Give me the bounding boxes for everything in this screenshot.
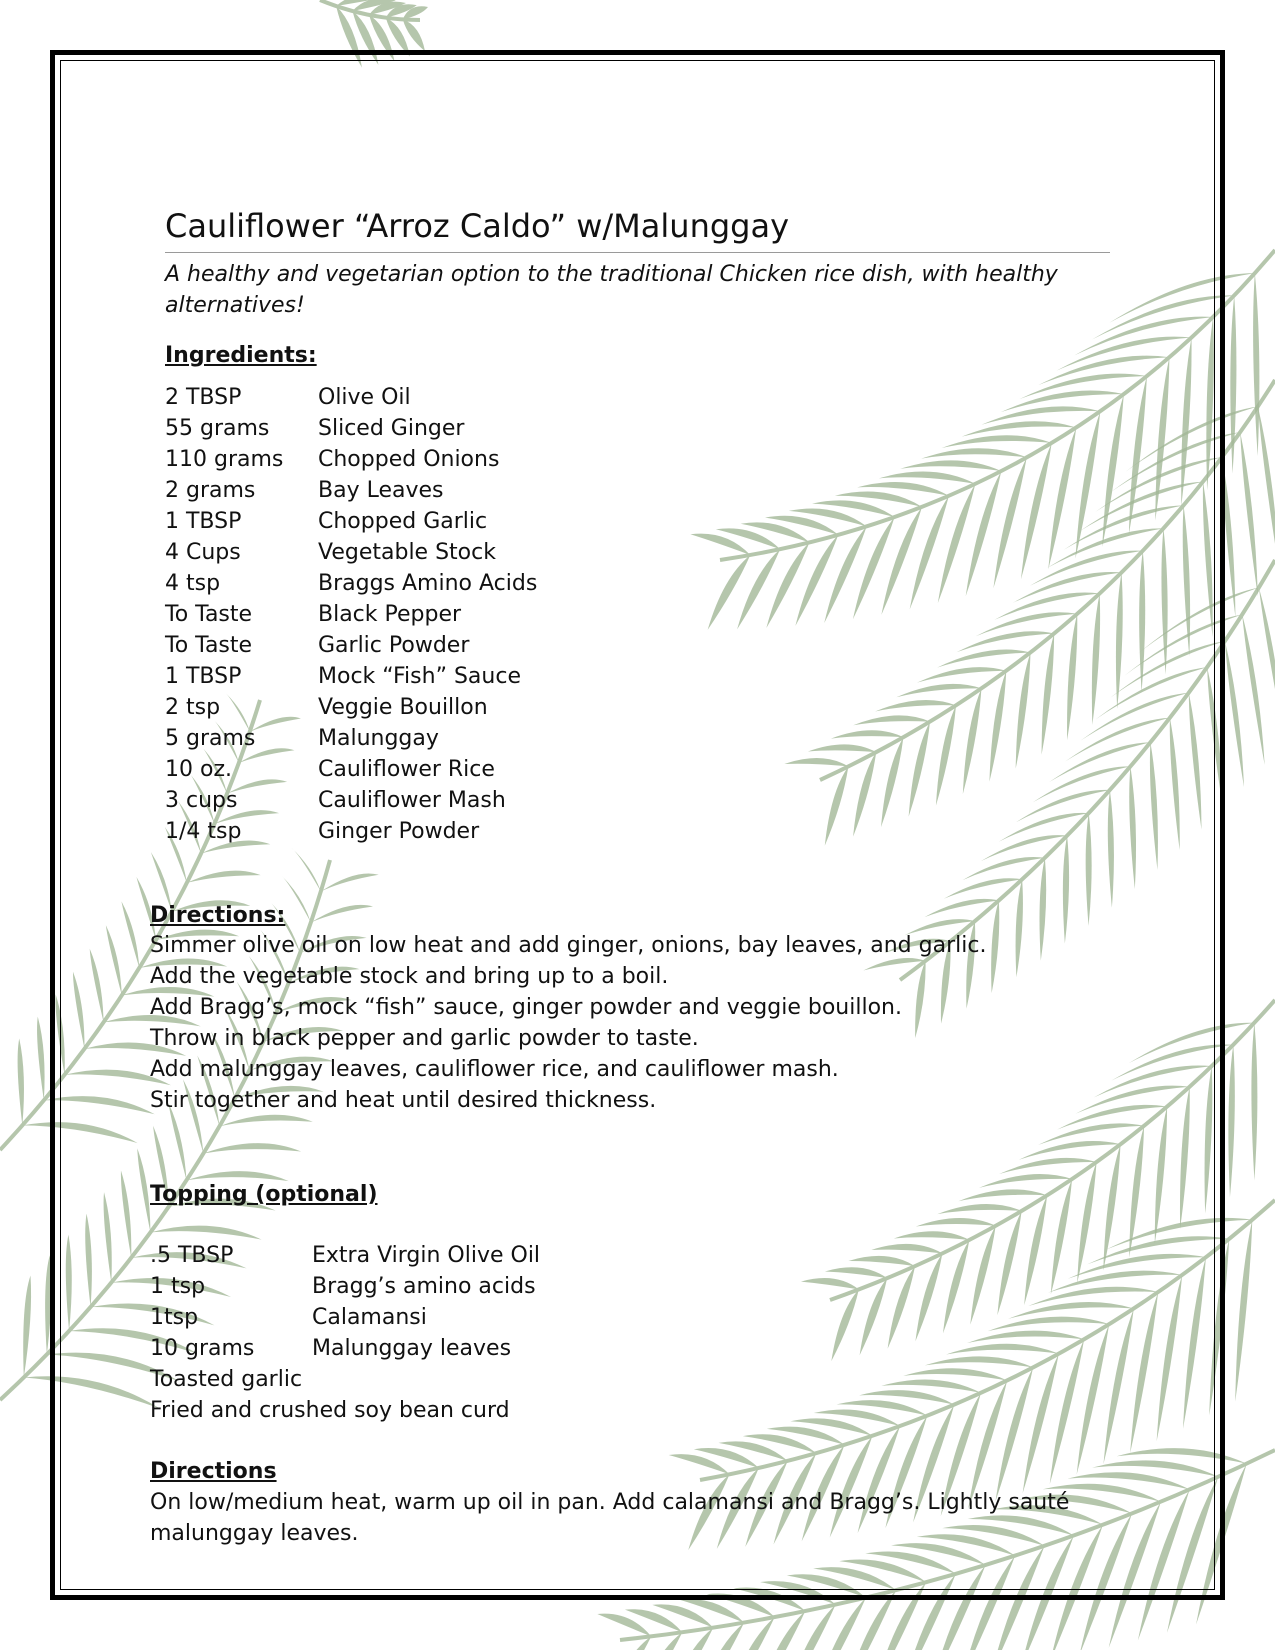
ingredient-name: Mock “Fish” Sauce [318, 664, 521, 689]
ingredient-name: Sliced Ginger [318, 416, 465, 441]
ingredient-name: Malunggay [318, 726, 439, 751]
topping-heading: Topping (optional) [150, 1182, 378, 1207]
direction-step: Simmer olive oil on low heat and add ginger, onions, bay leaves, and garlic. [150, 933, 987, 958]
ingredient-quantity: 2 grams [165, 478, 256, 503]
ingredient-row [165, 568, 665, 599]
ingredient-name: Vegetable Stock [318, 540, 496, 565]
recipe-title: Cauliflower “Arroz Caldo” w/Malunggay [165, 207, 790, 245]
topping-row [150, 1240, 650, 1271]
ingredient-quantity: 4 tsp [165, 571, 221, 596]
ingredient-name: Garlic Powder [318, 633, 470, 658]
ingredient-row [165, 630, 665, 661]
ingredient-row [165, 599, 665, 630]
ingredient-name: Cauliflower Rice [318, 757, 495, 782]
topping-name: Calamansi [312, 1305, 427, 1330]
topping-name: Extra Virgin Olive Oil [312, 1243, 541, 1268]
topping-name: Bragg’s amino acids [312, 1274, 536, 1299]
topping-directions-text: On low/medium heat, warm up oil in pan. Add calamansi and Bragg’s. Lightly sauté malunggay leaves. [150, 1490, 1070, 1546]
ingredient-row [165, 785, 665, 816]
topping-extra: Toasted garlic [150, 1367, 303, 1392]
direction-step: Add malunggay leaves, cauliflower rice, and cauliflower mash. [150, 1057, 839, 1082]
ingredient-quantity: 10 oz. [165, 757, 232, 782]
topping-quantity: .5 TBSP [150, 1243, 234, 1268]
ingredient-row [165, 661, 665, 692]
ingredient-name: Veggie Bouillon [318, 695, 488, 720]
topping-extra: Fried and crushed soy bean curd [150, 1398, 510, 1423]
ingredient-name: Chopped Garlic [318, 509, 488, 534]
topping-row [150, 1271, 650, 1302]
ingredient-quantity: 5 grams [165, 726, 256, 751]
ingredient-name: Olive Oil [318, 385, 411, 410]
directions-heading: Directions: [150, 903, 286, 928]
ingredient-name: Cauliflower Mash [318, 788, 506, 813]
ingredient-row [165, 537, 665, 568]
topping-quantity: 1tsp [150, 1305, 199, 1330]
direction-step: Stir together and heat until desired thickness. [150, 1088, 657, 1113]
direction-step: Throw in black pepper and garlic powder to taste. [150, 1026, 699, 1051]
ingredient-quantity: 1 TBSP [165, 664, 242, 689]
ingredient-quantity: 3 cups [165, 788, 238, 813]
ingredients-heading: Ingredients: [165, 343, 317, 368]
ingredient-name: Black Pepper [318, 602, 462, 627]
ingredient-quantity: 1 TBSP [165, 509, 242, 534]
ingredient-row [165, 692, 665, 723]
topping-row [150, 1302, 650, 1333]
ingredient-row [165, 475, 665, 506]
direction-step: Add Bragg’s, mock “fish” sauce, ginger powder and veggie bouillon. [150, 995, 902, 1020]
ingredient-name: Chopped Onions [318, 447, 500, 472]
ingredient-quantity: 55 grams [165, 416, 270, 441]
ingredient-row [165, 754, 665, 785]
ingredient-name: Bay Leaves [318, 478, 444, 503]
topping-name: Malunggay leaves [312, 1336, 512, 1361]
ingredient-quantity: To Taste [165, 602, 253, 627]
topping-quantity: 10 grams [150, 1336, 255, 1361]
ingredients-list [165, 382, 665, 847]
ingredient-quantity: 110 grams [165, 447, 284, 472]
ingredient-quantity: 4 Cups [165, 540, 241, 565]
ingredient-quantity: To Taste [165, 633, 253, 658]
ingredient-quantity: 2 tsp [165, 695, 221, 720]
ingredient-row [165, 382, 665, 413]
ingredient-row [165, 723, 665, 754]
topping-list [150, 1240, 650, 1426]
topping-row [150, 1333, 650, 1364]
direction-step: Add the vegetable stock and bring up to a boil. [150, 964, 669, 989]
directions-list [150, 930, 986, 1116]
ingredient-row [165, 506, 665, 537]
ingredient-row [165, 444, 665, 475]
ingredient-quantity: 1/4 tsp [165, 819, 242, 844]
ingredient-row [165, 816, 665, 847]
ingredient-row [165, 413, 665, 444]
recipe-subtitle: A healthy and vegetarian option to the traditional Chicken rice dish, with healthy alternatives! [165, 262, 1058, 318]
ingredient-quantity: 2 TBSP [165, 385, 242, 410]
ingredient-name: Braggs Amino Acids [318, 571, 538, 596]
ingredient-name: Ginger Powder [318, 819, 480, 844]
title-divider [165, 252, 1110, 253]
topping-quantity: 1 tsp [150, 1274, 206, 1299]
topping-directions-heading: Directions [150, 1459, 277, 1484]
